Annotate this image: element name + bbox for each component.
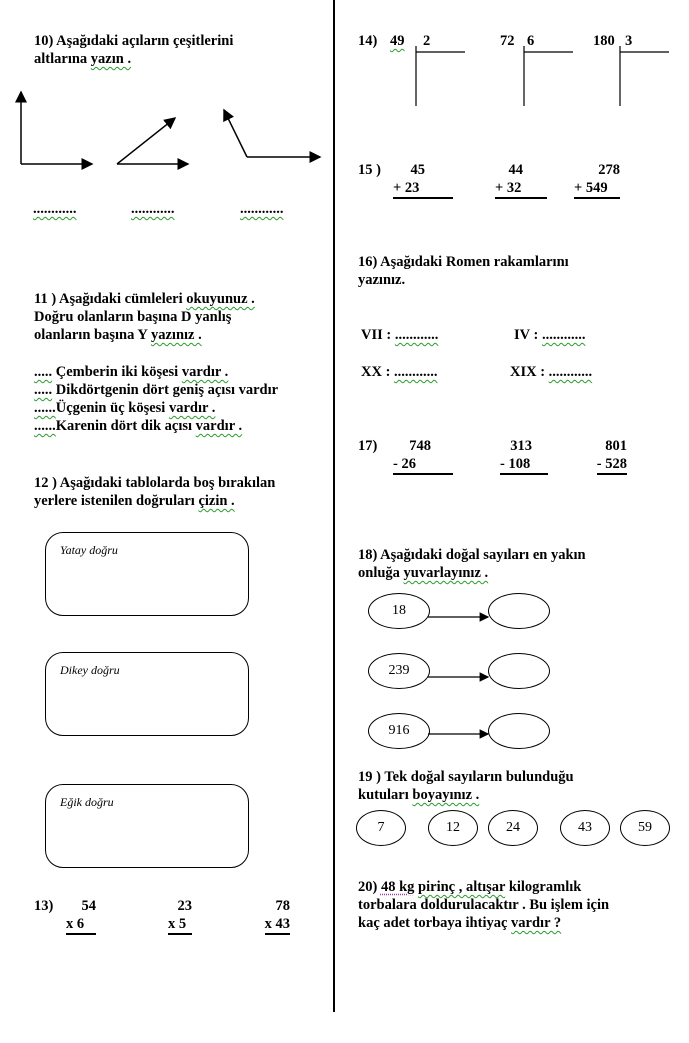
roman-item-vii: VII : ............ xyxy=(361,327,439,343)
roman-item-iv: IV : ............ xyxy=(514,327,586,343)
box-label: Eğik doğru xyxy=(60,795,114,809)
q15-problem-1: 45 + 23 xyxy=(393,161,453,199)
division-bracket xyxy=(620,46,669,106)
q14-dividend-1: 49 xyxy=(390,33,405,49)
q10-blank-1[interactable]: ............ xyxy=(33,201,77,217)
q10-blank-3[interactable]: ............ xyxy=(240,201,284,217)
division-bracket xyxy=(416,46,465,106)
q17-problem-3: 801 - 528 xyxy=(593,437,627,475)
number-circle[interactable]: 24 xyxy=(488,810,538,846)
q20-title: 20) 48 kg pirinç , altışar kilogramlık torbalara doldurulacaktır . Bu işlem için kaç adet torbaya ihtiyaç vardır ? xyxy=(358,879,610,931)
q11-line2: Doğru olanların başına D yanlış xyxy=(34,309,232,325)
number-circle[interactable]: 59 xyxy=(620,810,670,846)
number-circle[interactable]: 12 xyxy=(428,810,478,846)
q13-label: 13) xyxy=(34,898,54,914)
q10-angles-figure xyxy=(0,80,340,180)
q14-label: 14) xyxy=(358,33,378,49)
round-answer-ellipse[interactable] xyxy=(488,713,550,749)
round-input-ellipse: 18 xyxy=(368,593,430,629)
q11-line1: 11 ) Aşağıdaki cümleleri okuyunuz . xyxy=(34,291,255,307)
right-angle-icon xyxy=(21,92,92,164)
q14-divisor-3: 3 xyxy=(625,33,633,49)
q10-title-line1: 10) Aşağıdaki açıların çeşitlerini xyxy=(34,33,234,49)
roman-item-xx: XX : ............ xyxy=(361,364,438,380)
q16-title: 16) Aşağıdaki Romen rakamlarını yazınız. xyxy=(358,254,569,288)
drawing-box-horizontal[interactable] xyxy=(45,532,249,616)
number-circle[interactable]: 7 xyxy=(356,810,406,846)
q14-dividend-2: 72 xyxy=(500,33,515,49)
q11-line3: olanların başına Y yazınız . xyxy=(34,327,202,343)
q15-label: 15 ) xyxy=(358,162,381,178)
q14-divisor-1: 2 xyxy=(423,33,431,49)
q17-problem-1: 748 - 26 xyxy=(393,437,453,475)
box-label: Dikey doğru xyxy=(60,663,120,677)
q11-statement[interactable]: ......Karenin dört dik açısı vardır . xyxy=(34,418,243,434)
q12-title xyxy=(34,474,275,510)
number-circle[interactable]: 43 xyxy=(560,810,610,846)
q14-divisor-2: 6 xyxy=(527,33,535,49)
obtuse-angle-icon xyxy=(224,110,320,157)
q10-title xyxy=(34,32,233,68)
round-input-ellipse: 916 xyxy=(368,713,430,749)
round-input-ellipse: 239 xyxy=(368,653,430,689)
q12-line1: 12 ) Aşağıdaki tablolarda boş bırakılan xyxy=(34,475,276,491)
q17-problem-2: 313 - 108 xyxy=(500,437,548,475)
q15-problem-3: 278 + 549 xyxy=(574,161,620,199)
roman-item-xix: XIX : ............ xyxy=(510,364,593,380)
q13-problem-2: 23 x 5 xyxy=(162,897,192,935)
drawing-box-vertical[interactable] xyxy=(45,652,249,736)
q11-statement[interactable]: ..... Dikdörtgenin dört geniş açısı vardır xyxy=(34,382,279,398)
q18-arrows xyxy=(428,600,490,740)
box-label: Yatay doğru xyxy=(60,543,118,557)
q10-title-line2: altlarına yazın . xyxy=(34,51,132,67)
acute-angle-icon xyxy=(117,118,188,164)
q11-statement[interactable]: ..... Çemberin iki köşesi vardır . xyxy=(34,364,229,380)
q10-blank-2[interactable]: ............ xyxy=(131,201,175,217)
q14-dividend-3: 180 xyxy=(593,33,615,49)
q11-statements xyxy=(34,363,278,435)
division-brackets xyxy=(400,40,689,110)
q13-problem-3: 78 x 43 xyxy=(258,897,290,935)
q18-title: 18) Aşağıdaki doğal sayıları en yakın onluğa yuvarlayınız . xyxy=(358,547,586,581)
q17-label: 17) xyxy=(358,438,378,454)
round-answer-ellipse[interactable] xyxy=(488,653,550,689)
q11-title xyxy=(34,290,255,344)
q12-line2: yerlere istenilen doğruları çizin . xyxy=(34,493,235,509)
q13-problem-1: 54 x 6 xyxy=(62,897,96,935)
q15-problem-2: 44 + 32 xyxy=(495,161,547,199)
round-answer-ellipse[interactable] xyxy=(488,593,550,629)
q11-statement[interactable]: ......Üçgenin üç köşesi vardır . xyxy=(34,400,216,416)
drawing-box-diagonal[interactable] xyxy=(45,784,249,868)
division-bracket xyxy=(524,46,573,106)
q19-title: 19 ) Tek doğal sayıların bulunduğu kutuları boyayınız . xyxy=(358,769,574,803)
